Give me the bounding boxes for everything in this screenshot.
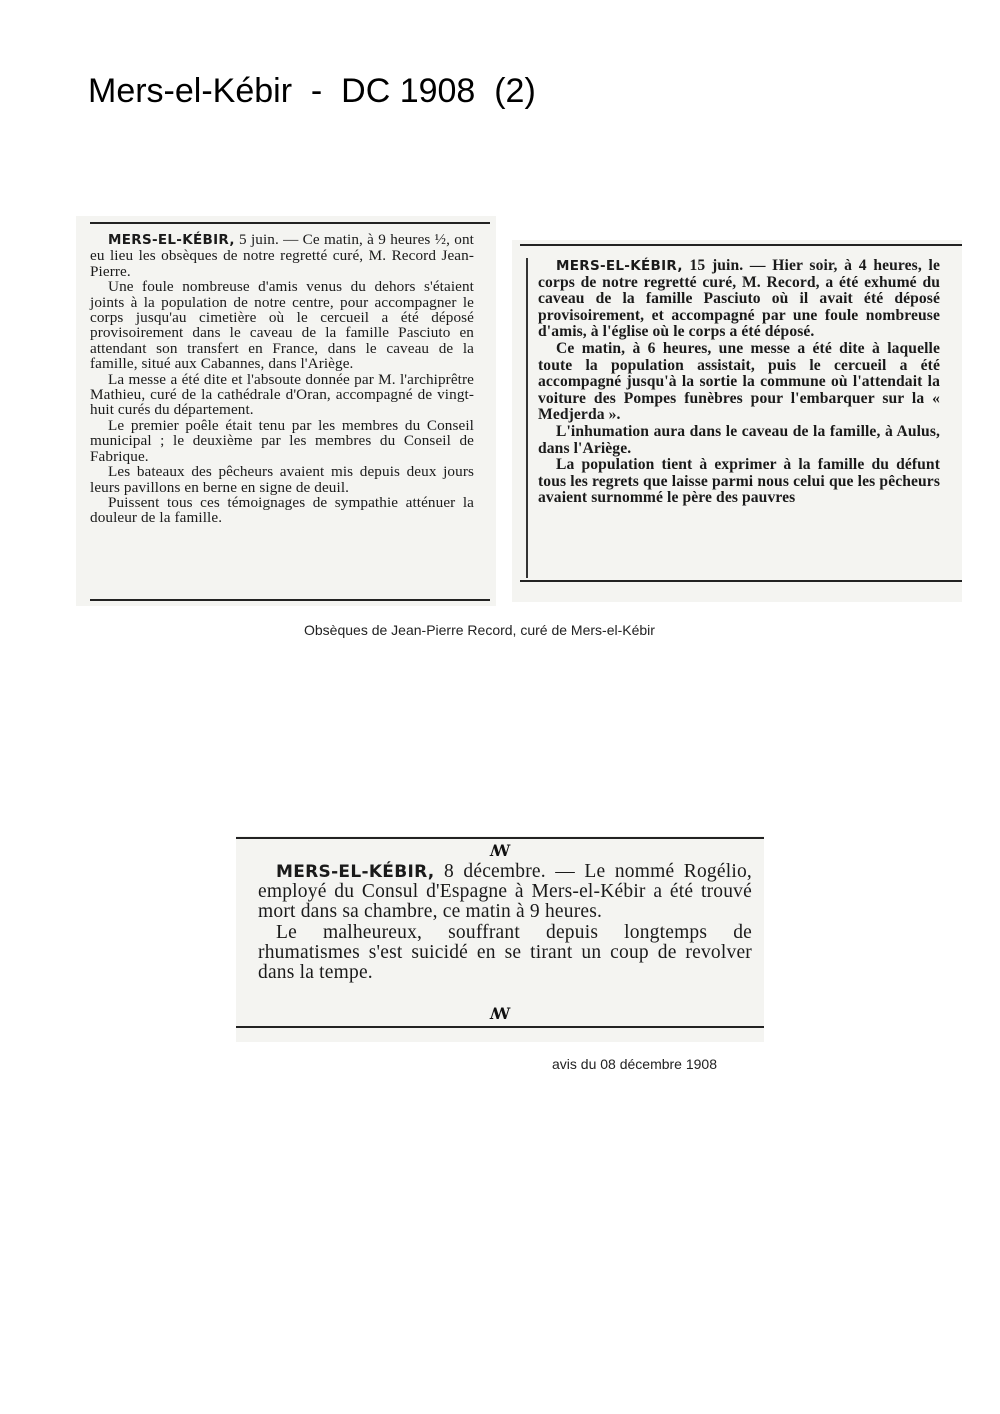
rule-top [520,244,962,246]
article-lead: 5 juin. — Ce matin, à 9 heures ½, ont eu lieu les obsèques de notre regretté curé, M. Record Jean-Pierre. [90,231,474,280]
article-lead-paragraph [258,862,752,923]
newspaper-clipping-december-8 [236,836,764,1042]
rule-bottom [236,1026,764,1028]
newspaper-clipping-june-5 [76,216,496,606]
article-dateline: MERS-EL-KÉBIR, [276,862,435,882]
rule-top [90,222,490,224]
article-lead-paragraph [90,232,474,279]
article-body [258,862,752,983]
article-lead-paragraph [538,258,940,341]
article-body [90,232,474,526]
page-title: Mers-el-Kébir - DC 1908 (2) [88,72,536,110]
article-paragraph: La messe a été dite et l'absoute donnée par M. l'archiprêtre Mathieu, curé de la cathédrale d'Oran, accompagné de vingt-huit curés du département. [90,370,474,419]
caption-avis: avis du 08 décembre 1908 [552,1056,717,1072]
article-dateline: MERS-EL-KÉBIR, [556,258,683,274]
rule-bottom [520,580,962,582]
ornament-top: ꟿ [489,841,511,860]
rule-bottom [90,599,490,601]
article-body [538,258,940,507]
article-paragraph: La population tient à exprimer à la famille du défunt tous les regrets que laisse parmi nous celui que les pêcheurs avaient surnommé le père des pauvres [538,456,940,507]
article-lead: 15 juin. — Hier soir, à 4 heures, le corps de notre regretté curé, M. Record, a été exhumé du caveau de la famille Pasciuto où il avait été déposé provisoirement, et accompagné par une foule nombreuse d'amis, à l'église où le corps a été déposé. [538,257,940,341]
article-paragraph: Le premier poêle était tenu par les membres du Conseil municipal ; le deuxième par les membres du Conseil de Fabrique. [90,416,474,465]
article-paragraph: Puissent tous ces témoignages de sympathie atténuer la douleur de la famille. [90,493,474,527]
rule-top [236,837,764,839]
ornament-bottom: ꟿ [489,1004,511,1023]
newspaper-clipping-june-15 [512,240,962,602]
article-dateline: MERS-EL-KÉBIR, [108,232,235,248]
article-paragraph: L'inhumation aura dans le caveau de la famille, à Aulus, dans l'Ariège. [538,422,940,457]
article-paragraph: Une foule nombreuse d'amis venus du dehors s'étaient joints à la population de notre centre, pour accompagner le corps jusqu'au cimetière où le cercueil a été déposé provisoirement dans le caveau de la famille Pasciuto en attendant son transfert en France, dans le caveau de la famille, situé aux Cabannes, dans l'Ariège. [90,278,474,373]
caption-obseques: Obsèques de Jean-Pierre Record, curé de Mers-el-Kébir [304,622,655,638]
article-paragraph: Le malheureux, souffrant depuis longtemps de rhumatismes s'est suicidé en se tirant un coup de revolver dans la tempe. [258,921,752,984]
article-paragraph: Les bateaux des pêcheurs avaient mis depuis deux jours leurs pavillons en berne en signe de deuil. [90,463,474,496]
article-paragraph: Ce matin, à 6 heures, une messe a été dite à laquelle toute la population assistait, puis le cercueil a été accompagné jusqu'à la sortie la commune où l'attendait la voiture des Pompes funèbres pour l'embarquer sur la « Medjerda ». [538,339,940,424]
article-lead: 8 décembre. — Le nommé Rogélio, employé du Consul d'Espagne à Mers-el-Kébir a été trouvé mort dans sa chambre, ce matin à 9 heures. [258,861,752,923]
column-rule [526,258,528,578]
